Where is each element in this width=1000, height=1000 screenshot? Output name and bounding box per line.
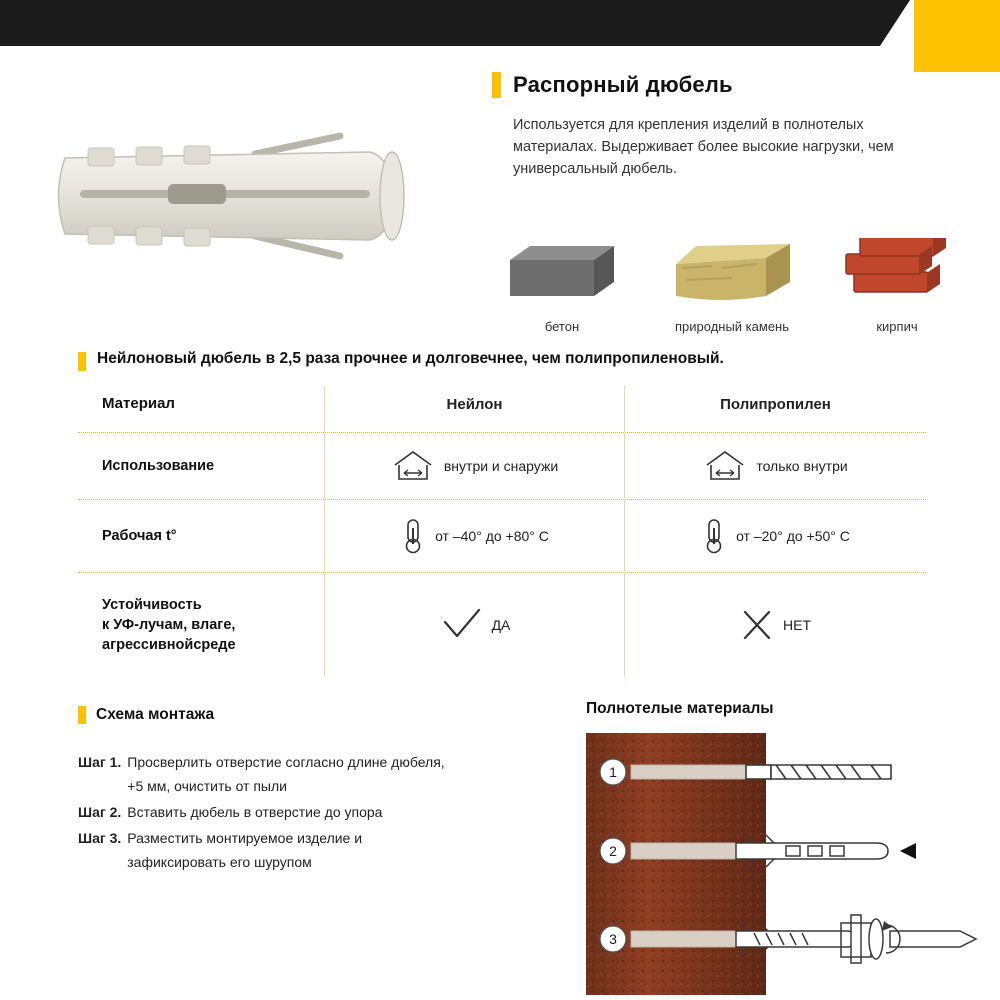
row-value-temperature-pp xyxy=(624,500,926,572)
materials-row xyxy=(492,238,962,368)
banner-black-block xyxy=(0,0,880,46)
scheme-title-row xyxy=(78,706,548,724)
table-row xyxy=(78,500,926,573)
solid-materials-title: Полнотелые материалы xyxy=(586,700,774,717)
row-text-usage-nylon: внутри и снаружи xyxy=(443,458,559,474)
natural-stone-icon xyxy=(662,238,802,308)
concrete-block-icon xyxy=(502,238,622,308)
scheme-steps xyxy=(78,750,548,874)
arrow-left-icon xyxy=(900,843,916,859)
table-header-nylon: Нейлон xyxy=(324,386,624,432)
row-label-resistance-line1: Устойчивость xyxy=(102,597,202,613)
hero-description: Используется для крепления изделий в полнотелых материалах. Выдерживает более высокие нагрузки, чем универсальный дюбель. xyxy=(513,117,894,177)
row-text-resistance-nylon: ДА xyxy=(491,617,511,633)
row-label-resistance xyxy=(78,573,324,677)
material-item-brick xyxy=(832,238,962,334)
step-number: Шаг 3. xyxy=(78,830,122,846)
installation-scheme-section xyxy=(78,706,548,876)
thermometer-icon xyxy=(400,516,426,556)
list-item xyxy=(78,750,548,798)
wall-diagram xyxy=(586,733,986,995)
diagram-step-number-2: 2 xyxy=(609,843,617,859)
comparison-headline xyxy=(78,350,724,371)
list-item xyxy=(78,826,548,874)
row-value-temperature-nylon xyxy=(324,500,624,572)
table-row xyxy=(78,433,926,500)
comparison-table xyxy=(78,386,926,677)
row-label-resistance-line2: к УФ-лучам, влаге, xyxy=(102,617,236,633)
row-label-temperature: Рабочая t° xyxy=(102,528,177,544)
step-number: Шаг 2. xyxy=(78,804,122,820)
page-title: Распорный дюбель xyxy=(513,72,733,97)
row-value-resistance-pp xyxy=(624,573,926,677)
table-header-pp: Полипропилен xyxy=(624,386,926,432)
scheme-title: Схема монтажа xyxy=(96,706,215,723)
hero-section xyxy=(0,46,1000,336)
row-value-usage-nylon xyxy=(324,433,624,499)
row-value-usage-pp xyxy=(624,433,926,499)
house-icon xyxy=(391,449,435,483)
list-item xyxy=(78,800,548,824)
step-text: Просверлить отверстие согласно длине дюбеля, +5 мм, очистить от пыли xyxy=(127,754,445,794)
solid-materials-section xyxy=(586,700,986,718)
material-item-stone xyxy=(642,238,822,334)
row-value-resistance-nylon xyxy=(324,573,624,677)
hero-text-block xyxy=(492,72,962,180)
row-label-resistance-line3: агрессивнойсреде xyxy=(102,637,236,653)
product-image-dowel xyxy=(40,106,440,286)
material-label-concrete: бетон xyxy=(544,319,580,334)
house-icon xyxy=(703,449,747,483)
accent-bar-icon xyxy=(78,352,86,371)
diagram-step-number-1: 1 xyxy=(609,764,617,780)
row-text-resistance-pp: НЕТ xyxy=(783,617,811,633)
table-header-material: Материал xyxy=(102,395,175,412)
step-text: Вставить дюбель в отверстие до упора xyxy=(127,804,383,820)
table-header-row xyxy=(78,386,926,433)
material-item-concrete xyxy=(492,238,632,334)
row-text-usage-pp: только внутри xyxy=(756,458,848,474)
diagram-step-number-3: 3 xyxy=(609,931,617,947)
comparison-headline-text: Нейлоновый дюбель в 2,5 раза прочнее и долговечнее, чем полипропиленовый. xyxy=(97,350,724,367)
row-text-temperature-nylon: от –40° до +80° С xyxy=(435,528,549,544)
check-icon xyxy=(439,608,483,642)
material-label-stone: природный камень xyxy=(674,319,789,334)
thermometer-icon xyxy=(701,516,727,556)
step-number: Шаг 1. xyxy=(78,754,122,770)
material-label-brick: кирпич xyxy=(876,319,918,334)
accent-bar-icon xyxy=(78,706,86,724)
table-row xyxy=(78,573,926,677)
top-banner xyxy=(0,0,1000,46)
row-text-temperature-pp: от –20° до +50° С xyxy=(736,528,850,544)
step-text: Разместить монтируемое изделие и зафиксировать его шурупом xyxy=(127,830,363,870)
brick-icon xyxy=(840,238,955,308)
hero-title-row xyxy=(492,72,962,98)
accent-bar-icon xyxy=(492,72,501,98)
cross-icon xyxy=(740,608,774,642)
row-label-usage: Использование xyxy=(102,458,215,474)
